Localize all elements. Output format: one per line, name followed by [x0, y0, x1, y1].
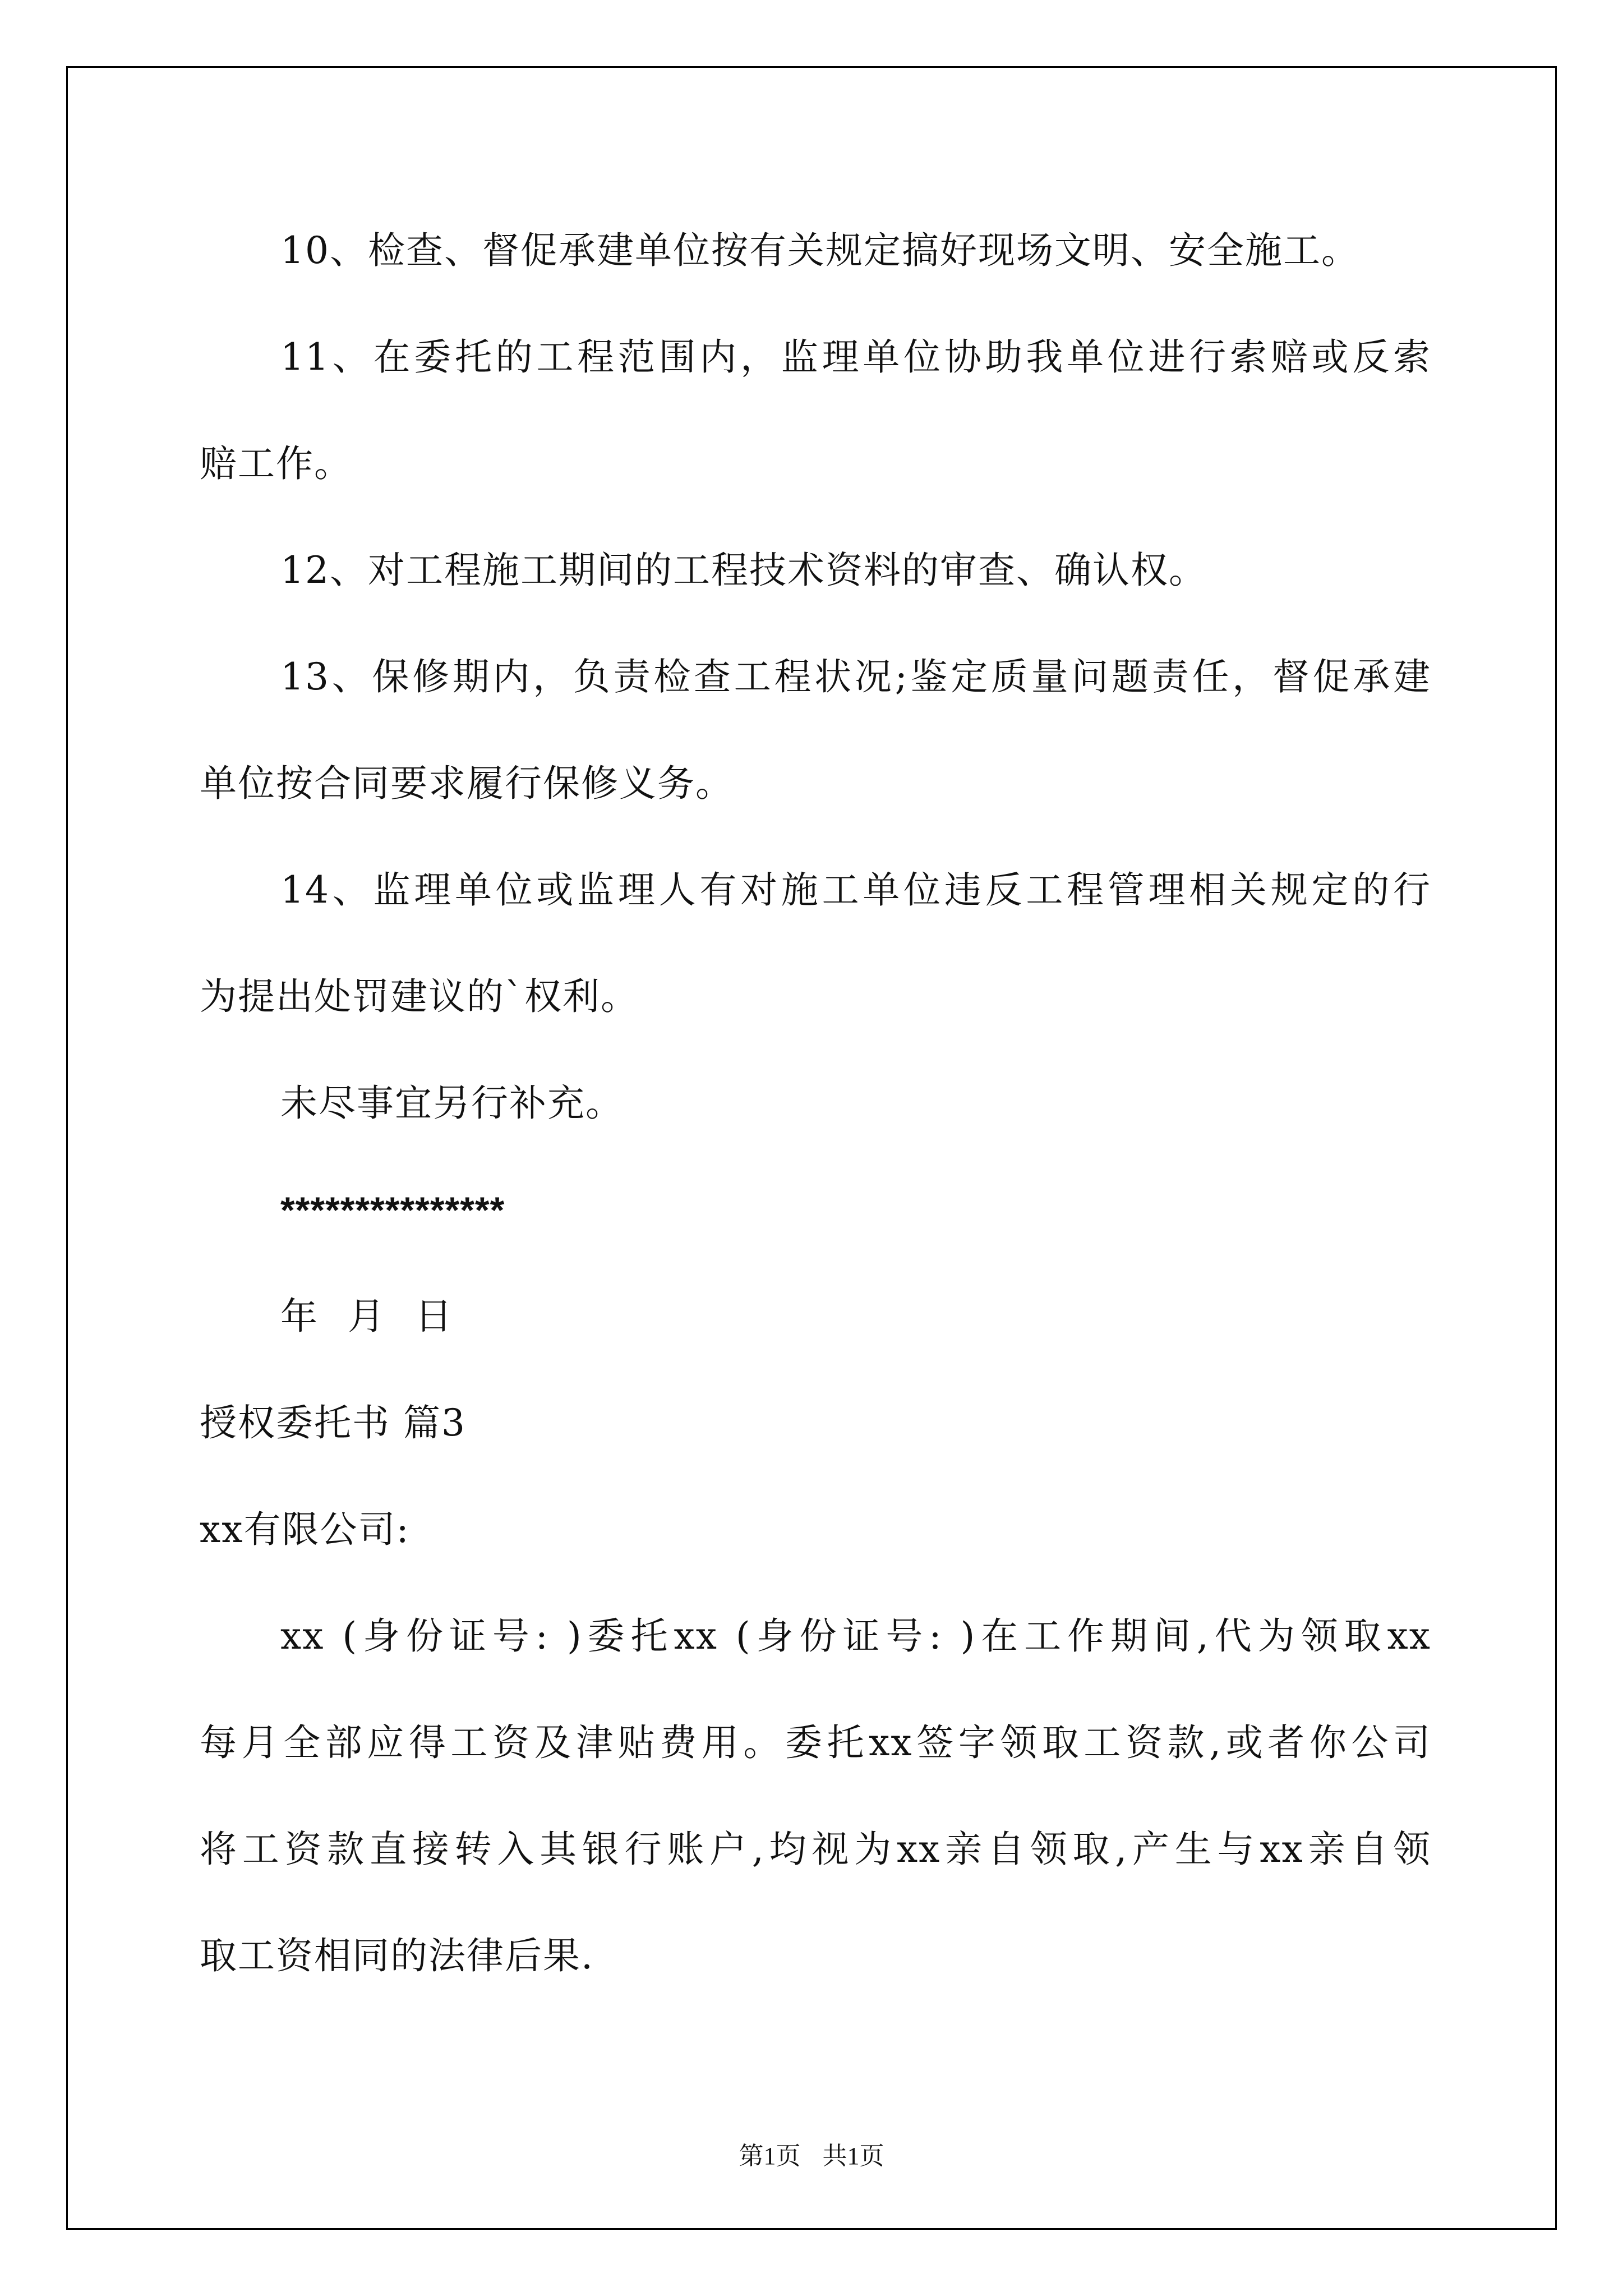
page-footer: [0, 2136, 1623, 2171]
addressee: xx有限公司:: [200, 1508, 410, 1551]
authorization-body-line2: 每月全部应得工资及津贴费用。委托xx签字领取工资款,或者你公司: [200, 1721, 1431, 1764]
page-number: 第1页: [739, 2142, 801, 2170]
paragraph-item-13-line2: 单位按合同要求履行保修义务。: [200, 762, 734, 805]
authorization-body-line3: 将工资款直接转入其银行账户,均视为xx亲自领取,产生与xx亲自领: [200, 1828, 1431, 1871]
page-frame: [66, 66, 1557, 2230]
paragraph-item-12: 12、对工程施工期间的工程技术资料的审查、确认权。: [280, 549, 1207, 592]
section-title: 授权委托书 篇3: [200, 1401, 466, 1444]
closing-remark: 未尽事宜另行补充。: [280, 1082, 624, 1125]
paragraph-item-10: 10、检查、督促承建单位按有关规定搞好现场文明、安全施工。: [280, 229, 1359, 272]
page-total: 共1页: [822, 2142, 884, 2170]
paragraph-item-13-line1: 13、保修期内，负责检查工程状况;鉴定质量问题责任，督促承建: [280, 655, 1431, 698]
date-year: 年: [280, 1295, 319, 1338]
date-day: 日: [415, 1295, 453, 1338]
authorization-body-line1: xx (身份证号: )委托xx (身份证号: )在工作期间,代为领取xx: [280, 1614, 1431, 1658]
paragraph-item-14-line2: 为提出处罚建议的`权利。: [200, 975, 639, 1018]
paragraph-item-11-line1: 11、在委托的工程范围内，监理单位协助我单位进行索赔或反索: [280, 335, 1431, 379]
date-line: [280, 1295, 1431, 1338]
paragraph-item-14-line1: 14、监理单位或监理人有对施工单位违反工程管理相关规定的行: [280, 868, 1431, 912]
date-month: 月: [348, 1295, 386, 1338]
authorization-body-line4: 取工资相同的法律后果.: [200, 1934, 594, 1977]
signature-placeholder: ***************: [280, 1189, 505, 1231]
paragraph-item-11-line2: 赔工作。: [200, 442, 352, 485]
